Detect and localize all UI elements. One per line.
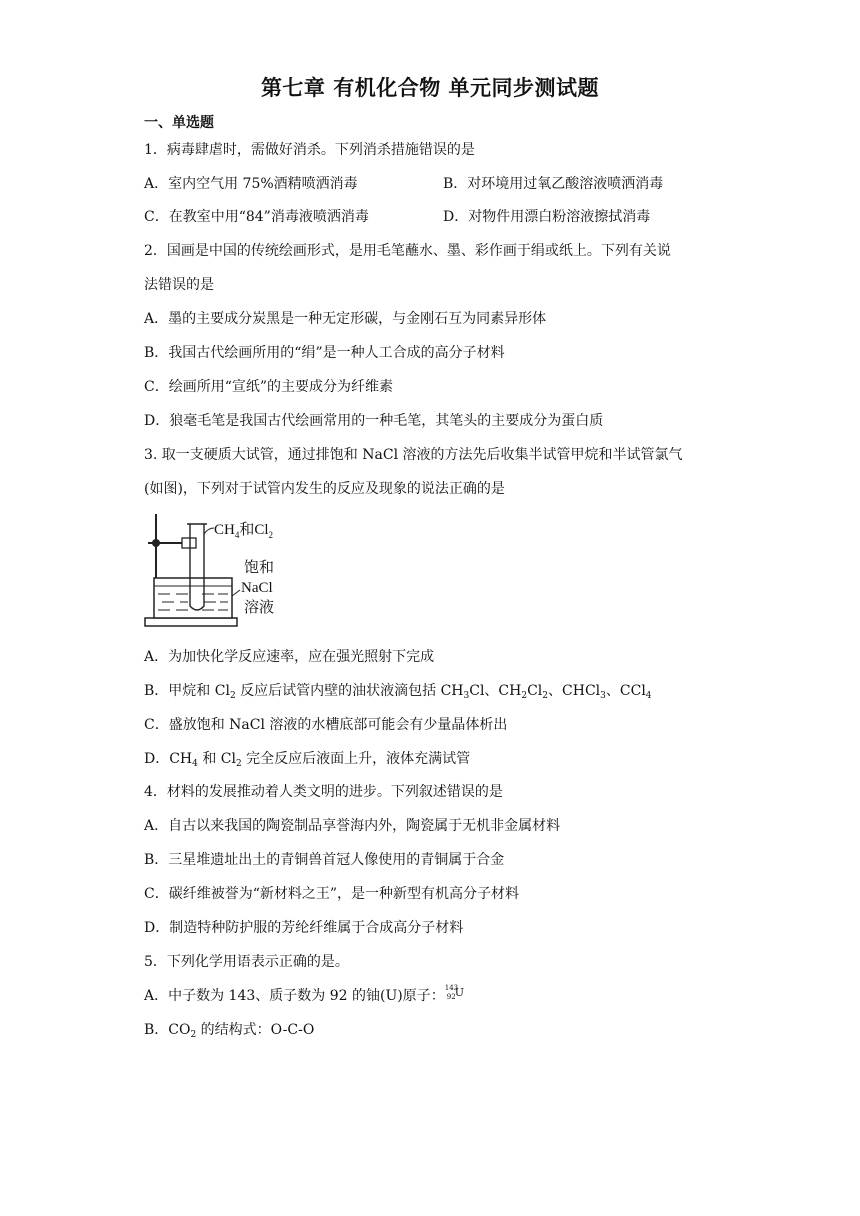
q5-option-b: B．$CO_2$ 的结构式：O-C-O (144, 1022, 315, 1040)
q2-option-a: A．墨的主要成分炭黑是一种无定形碳，与金刚石互为同素异形体 (144, 311, 547, 327)
q2-option-d: D．狼毫毛笔是我国古代绘画常用的一种毛笔，其笔头的主要成分为蛋白质 (144, 413, 604, 429)
page-title: 第七章 有机化合物 单元同步测试题 (260, 76, 600, 100)
q1-option-c: C．在教室中用“84”消毒液喷洒消毒 (144, 209, 369, 225)
q5-option-a: A．中子数为 143、质子数为 92 的铀(U)原子： 143 92 U (144, 986, 467, 1006)
q3-option-c: C．盛放饱和 NaCl 溶液的水槽底部可能会有少量晶体析出 (144, 717, 508, 733)
q5-stem: 5．下列化学用语表示正确的是。 (144, 954, 349, 970)
clamp-jaw (182, 538, 196, 548)
q3-stem-line1: 3. 取一支硬质大试管，通过排饱和 NaCl 溶液的方法先后收集半试管甲烷和半试管氯气 (144, 447, 683, 463)
q3-option-a: A．为加快化学反应速率，应在强光照射下完成 (144, 649, 435, 665)
q1-stem: 1．病毒肆虐时，需做好消杀。下列消杀措施错误的是 (144, 142, 475, 158)
solution-label-line3: 溶液 (244, 600, 275, 616)
solution-label-line1: 饱和 (244, 560, 275, 576)
section-heading: 一、单选题 (144, 115, 214, 131)
water-trough (154, 578, 232, 618)
apparatus-figure (140, 510, 290, 634)
q3-stem-line2: (如图)，下列对于试管内发生的反应及现象的说法正确的是 (144, 481, 505, 497)
q1-option-d: D．对物件用漂白粉溶液擦拭消毒 (443, 209, 651, 225)
solution-label-line2: NaCl (241, 580, 273, 596)
q3-option-b: B．甲烷和 $Cl_2$ 反应后试管内壁的油状液滴包括 $CH_3Cl$、$CH_2Cl_2$、CHCl$_3$、CCl$_4$ (144, 683, 652, 701)
q1-option-a: A．室内空气用 75%酒精喷洒消毒 (144, 176, 358, 192)
q1-option-b: B．对环境用过氧乙酸溶液喷洒消毒 (443, 176, 664, 192)
stand-base (145, 618, 237, 626)
gas-label: $CH_4$和$Cl_2$ (214, 522, 274, 540)
q4-option-a: A．自古以来我国的陶瓷制品享誉海内外，陶瓷属于无机非金属材料 (144, 818, 561, 834)
nuclide-symbol: 143 92 U (444, 984, 465, 1001)
q4-option-d: D．制造特种防护服的芳纶纤维属于合成高分子材料 (144, 920, 464, 936)
q4-option-b: B．三星堆遗址出土的青铜兽首冠人像使用的青铜属于合金 (144, 852, 505, 868)
q4-stem: 4．材料的发展推动着人类文明的进步。下列叙述错误的是 (144, 784, 503, 800)
q3-option-d: D．$CH_4$ 和 $Cl_2$ 完全反应后液面上升，液体充满试管 (144, 751, 471, 769)
q2-stem-line2: 法错误的是 (144, 277, 214, 293)
gas-label-leader (204, 528, 214, 534)
q2-option-b: B．我国古代绘画所用的“绢”是一种人工合成的高分子材料 (144, 345, 505, 361)
q2-option-c: C．绘画所用“宣纸”的主要成分为纤维素 (144, 379, 394, 395)
q2-stem-line1: 2．国画是中国的传统绘画形式，是用毛笔蘸水、墨、彩作画于绢或纸上。下列有关说 (144, 243, 671, 259)
solution-label-leader (232, 590, 240, 596)
q4-option-c: C．碳纤维被誉为“新材料之王”，是一种新型有机高分子材料 (144, 886, 520, 902)
